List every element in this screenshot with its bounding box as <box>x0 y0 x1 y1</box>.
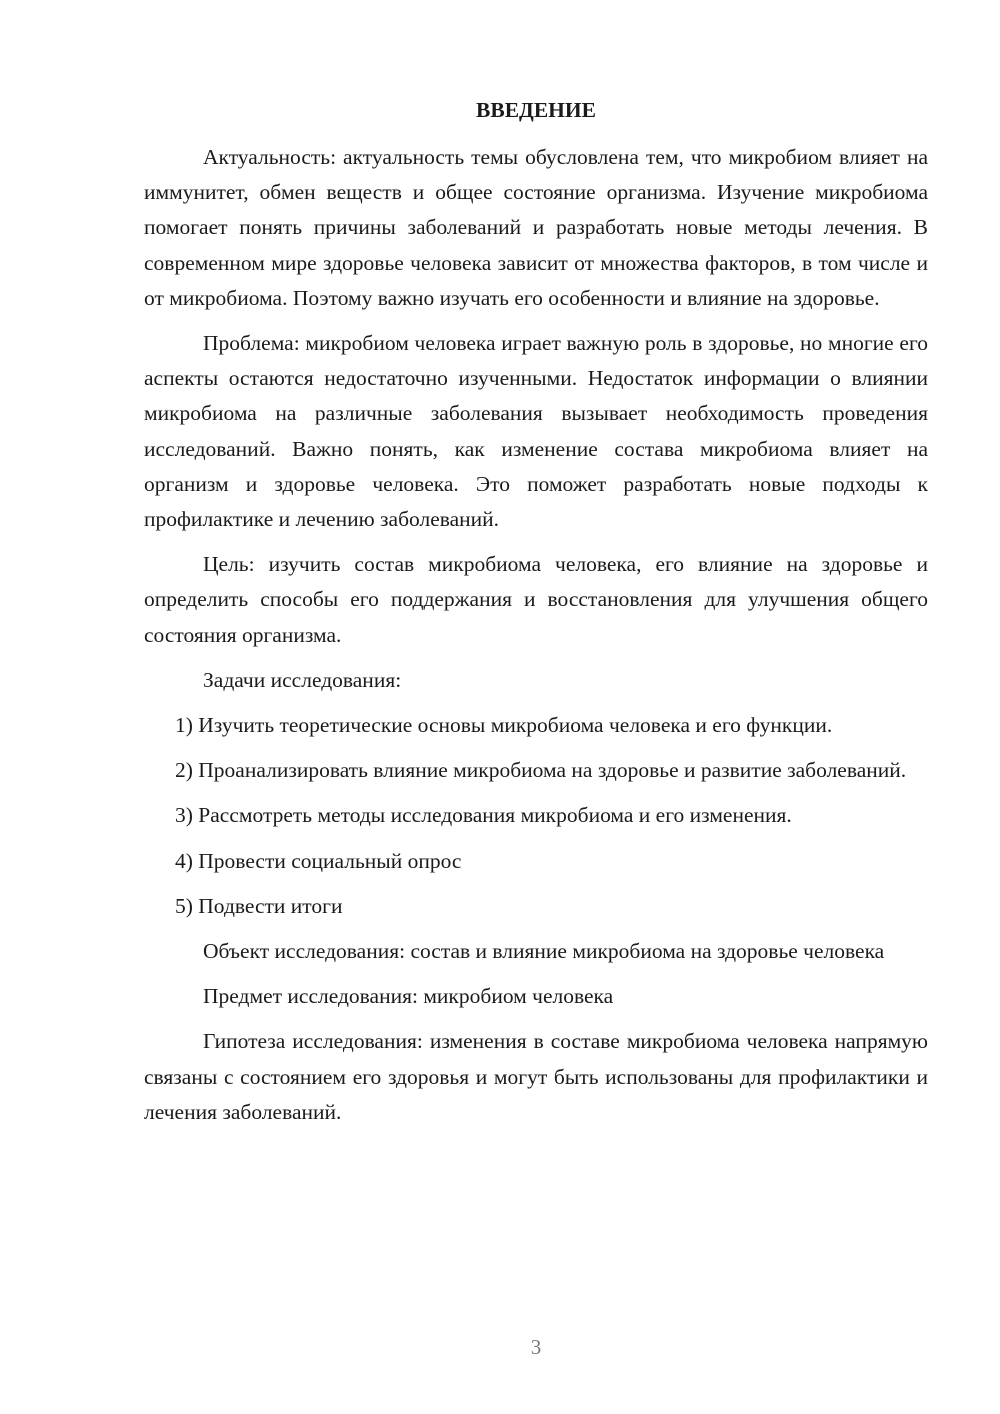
paragraph-hypothesis: Гипотеза исследования: изменения в составе микробиома человека напрямую связаны с состоянием его здоровья и могут быть использованы для профилактики и лечения заболеваний. <box>144 1029 928 1124</box>
document-body <box>144 92 928 1140</box>
task-item-2: 2) Проанализировать влияние микробиома на здоровье и развитие заболеваний. <box>175 758 907 783</box>
task-item-5: 5) Подвести итоги <box>175 893 343 918</box>
page-number: 3 <box>530 1335 542 1359</box>
task-item-3: 3) Рассмотреть методы исследования микробиома и его изменения. <box>175 803 792 828</box>
paragraph-relevance: Актуальность: актуальность темы обусловлена тем, что микробиом влияет на иммунитет, обмен веществ и общее состояние организма. Изучение микробиома помогает понять причины заболеваний и разработать новые методы лечения. В современном мире здоровье человека зависит от множества факторов, в том числе и от микробиома. Поэтому важно изучать его особенности и влияние на здоровье. <box>144 145 928 310</box>
paragraph-subject: Предмет исследования: микробиом человека <box>203 984 614 1009</box>
paragraph-object: Объект исследования: состав и влияние микробиома на здоровье человека <box>203 939 885 964</box>
task-item-4: 4) Провести социальный опрос <box>175 848 462 873</box>
paragraph-tasks-intro: Задачи исследования: <box>203 667 402 692</box>
paragraph-goal: Цель: изучить состав микробиома человека, его влияние на здоровье и определить способы его поддержания и восстановления для улучшения общего состояния организма. <box>144 552 928 647</box>
paragraph-problem: Проблема: микробиом человека играет важную роль в здоровье, но многие его аспекты остаются недостаточно изученными. Недостаток информации о влиянии микробиома на различные заболевания вызывает необходимость проведения исследований. Важно понять, как изменение состава микробиома влияет на организм и здоровье человека. Это поможет разработать новые подходы к профилактике и лечению заболеваний. <box>144 331 928 532</box>
task-item-1: 1) Изучить теоретические основы микробиома человека и его функции. <box>175 713 833 738</box>
section-heading: ВВЕДЕНИЕ <box>476 98 596 122</box>
